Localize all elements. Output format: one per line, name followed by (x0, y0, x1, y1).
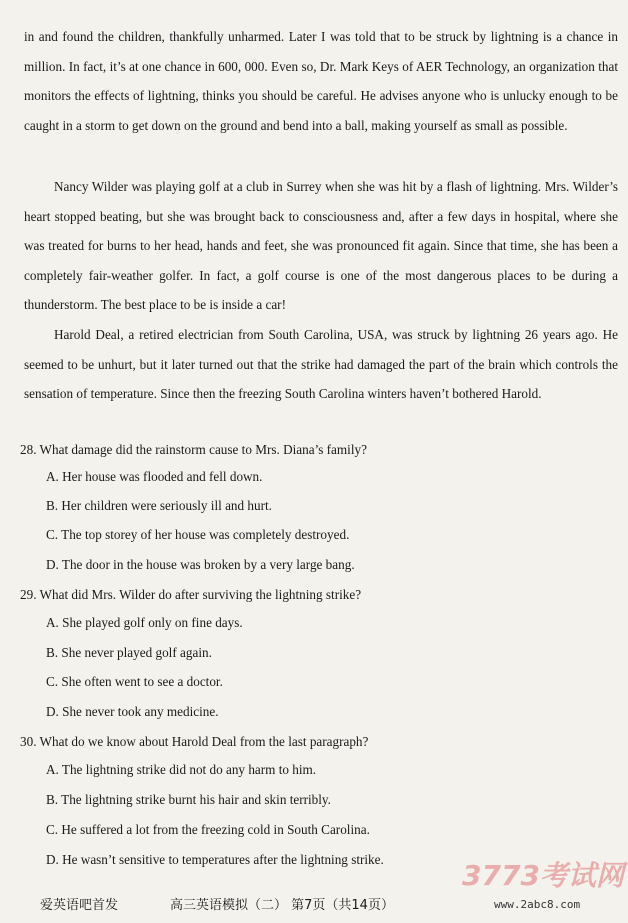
option-29-d: D. She never took any medicine. (46, 704, 219, 719)
option-28-b: B. Her children were seriously ill and hurt. (46, 498, 272, 513)
question-number: 28. (20, 442, 37, 457)
passage-paragraph-3: Harold Deal, a retired electrician from South Carolina, USA, was struck by lightning 26 years ago. He seemed to be unhurt, but it later turned out that the strike had damaged the part of the brain which controls the sensation of temperature. Since then the freezing South Carolina winters haven’t bothered Harold. (24, 327, 618, 401)
question-29 (20, 585, 361, 605)
question-28 (20, 440, 367, 460)
passage-paragraph-1: in and found the children, thankfully unharmed. Later I was told that to be struck by lightning is a chance in million. In fact, it’s at one chance in 600, 000. Even so, Dr. Mark Keys of AER Technology, an organization that monitors the effects of lightning, thinks you should be careful. He advises anyone who is unlucky enough to be caught in a storm to get down on the ground and bend into a ball, making yourself as small as possible. (24, 29, 618, 133)
option-28-d: D. The door in the house was broken by a very large bang. (46, 557, 355, 572)
option-30-c: C. He suffered a lot from the freezing cold in South Carolina. (46, 822, 370, 837)
footer-page-info: 高三英语模拟（二） 第7页（共14页） (170, 898, 394, 913)
question-text: What damage did the rainstorm cause to Mrs. Diana’s family? (39, 442, 367, 457)
option-30-d: D. He wasn’t sensitive to temperatures after the lightning strike. (46, 852, 384, 867)
watermark-url: www.2abc8.com (494, 898, 581, 911)
option-28-a: A. Her house was flooded and fell down. (46, 469, 263, 484)
question-number: 30. (20, 734, 37, 749)
watermark-logo: 3773考试网 (462, 859, 624, 892)
question-text: What did Mrs. Wilder do after surviving the lightning strike? (39, 587, 362, 602)
option-29-b: B. She never played golf again. (46, 645, 212, 660)
option-28-c: C. The top storey of her house was completely destroyed. (46, 527, 350, 542)
option-30-b: B. The lightning strike burnt his hair and skin terribly. (46, 792, 331, 807)
question-number: 29. (20, 587, 37, 602)
option-29-a: A. She played golf only on fine days. (46, 615, 243, 630)
footer-source: 爱英语吧首发 (40, 898, 119, 913)
option-30-a: A. The lightning strike did not do any harm to him. (46, 762, 317, 777)
question-30 (20, 732, 368, 752)
question-text: What do we know about Harold Deal from the last paragraph? (39, 734, 369, 749)
passage-paragraph-2: Nancy Wilder was playing golf at a club in Surrey when she was hit by a flash of lightning. Mrs. Wilder’s heart stopped beating, but she was brought back to consciousness and, after a few days in hospital, where she was treated for burns to her head, hands and feet, she was pronounced fit again. Since that time, she has been a completely fair-weather golfer. In fact, a golf course is one of the most dangerous places to be during a thunderstorm. The best place to be is inside a car! (24, 179, 618, 312)
option-29-c: C. She often went to see a doctor. (46, 674, 223, 689)
